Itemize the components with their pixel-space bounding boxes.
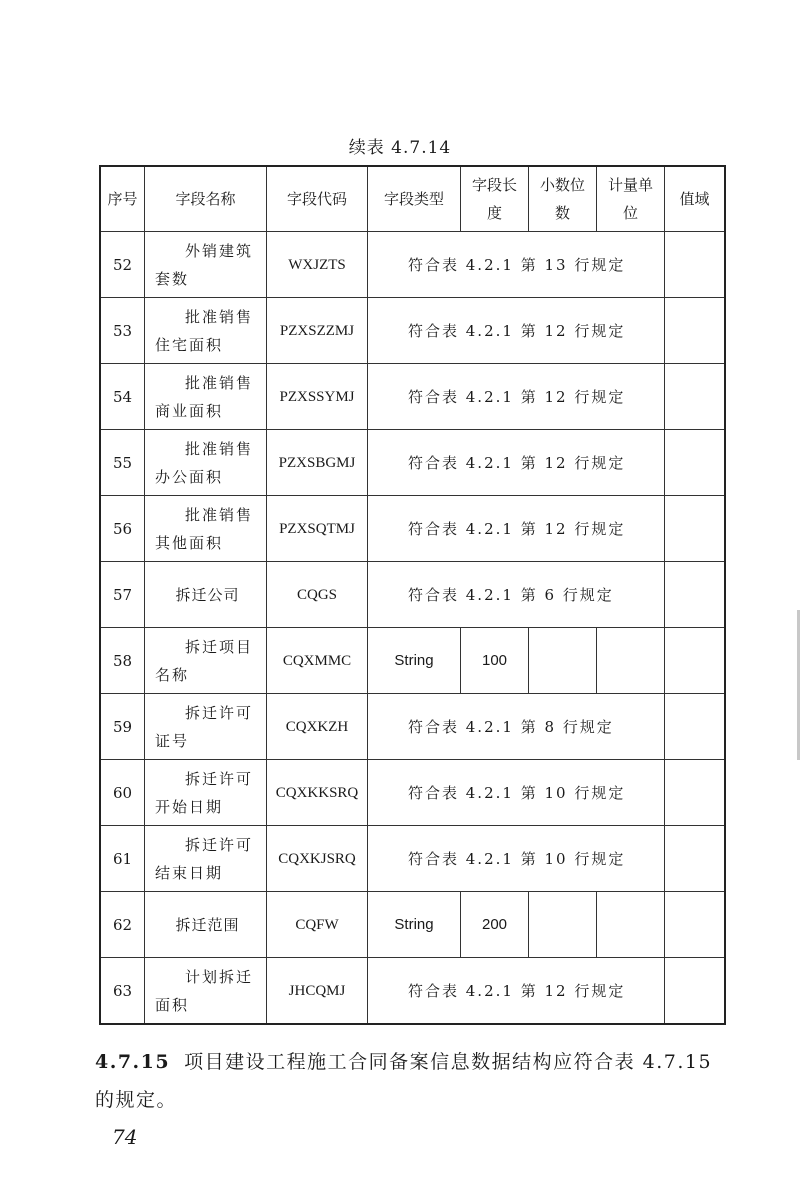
header-type: 字段类型 (368, 166, 461, 232)
field-code: PZXSSYMJ (267, 364, 368, 430)
table-row (100, 958, 725, 1025)
field-name-cell (145, 232, 267, 298)
header-name: 字段名称 (145, 166, 267, 232)
row-number: 62 (100, 892, 145, 958)
table-header-row (100, 166, 725, 232)
field-name-cell (145, 430, 267, 496)
reference-text: 符合表 4.2.1 第 12 行规定 (408, 321, 626, 340)
row-number: 55 (100, 430, 145, 496)
field-code: PZXSZZMJ (267, 298, 368, 364)
table-row (100, 694, 725, 760)
field-code: WXJZTS (267, 232, 368, 298)
field-name: 外销建筑套数 (155, 241, 254, 288)
field-decimals (529, 628, 597, 694)
field-code: PZXSQTMJ (267, 496, 368, 562)
field-type: String (368, 892, 461, 958)
field-name: 拆迁许可结束日期 (155, 835, 254, 882)
reference-text: 符合表 4.2.1 第 12 行规定 (408, 453, 626, 472)
row-number: 63 (100, 958, 145, 1025)
row-number: 61 (100, 826, 145, 892)
header-no: 序号 (100, 166, 145, 232)
reference-text: 符合表 4.2.1 第 8 行规定 (408, 717, 614, 736)
field-name: 批准销售商业面积 (155, 373, 254, 420)
field-code: CQXMMC (267, 628, 368, 694)
field-decimals (529, 892, 597, 958)
reference-text: 符合表 4.2.1 第 12 行规定 (408, 981, 626, 1000)
row-number: 56 (100, 496, 145, 562)
table-row (100, 496, 725, 562)
header-decimals: 小数位数 (529, 166, 597, 232)
field-name-cell (145, 298, 267, 364)
header-unit: 计量单位 (597, 166, 665, 232)
field-type: String (368, 628, 461, 694)
merged-reference-cell (368, 364, 665, 430)
table-row (100, 562, 725, 628)
field-length: 100 (461, 628, 529, 694)
field-range (665, 562, 726, 628)
table-row (100, 364, 725, 430)
header-code: 字段代码 (267, 166, 368, 232)
field-name-cell (145, 760, 267, 826)
field-range (665, 694, 726, 760)
field-range (665, 628, 726, 694)
field-name-cell (145, 496, 267, 562)
merged-reference-cell (368, 232, 665, 298)
field-name: 拆迁许可证号 (155, 703, 254, 750)
row-number: 52 (100, 232, 145, 298)
table-row (100, 232, 725, 298)
reference-text: 符合表 4.2.1 第 10 行规定 (408, 783, 626, 802)
merged-reference-cell (368, 760, 665, 826)
field-unit (597, 628, 665, 694)
section-text: 项目建设工程施工合同备案信息数据结构应符合表 4.7.15 的规定。 (95, 1051, 713, 1111)
field-code: CQXKZH (267, 694, 368, 760)
field-code: PZXSBGMJ (267, 430, 368, 496)
field-range (665, 958, 726, 1025)
merged-reference-cell (368, 298, 665, 364)
merged-reference-cell (368, 958, 665, 1025)
field-name: 批准销售其他面积 (155, 505, 254, 552)
section-number: 4.7.15 (95, 1051, 171, 1073)
field-code: CQFW (267, 892, 368, 958)
reference-text: 符合表 4.2.1 第 12 行规定 (408, 387, 626, 406)
merged-reference-cell (368, 496, 665, 562)
table-row (100, 298, 725, 364)
header-length: 字段长度 (461, 166, 529, 232)
field-code: CQXKKSRQ (267, 760, 368, 826)
field-name-cell (145, 562, 267, 628)
field-name: 拆迁项目名称 (155, 637, 254, 684)
row-number: 53 (100, 298, 145, 364)
page-number: 74 (112, 1125, 138, 1149)
field-range (665, 430, 726, 496)
field-range (665, 826, 726, 892)
section-paragraph (95, 1043, 725, 1119)
field-range (665, 496, 726, 562)
merged-reference-cell (368, 430, 665, 496)
table-row (100, 892, 725, 958)
row-number: 58 (100, 628, 145, 694)
field-name: 拆迁许可开始日期 (155, 769, 254, 816)
reference-text: 符合表 4.2.1 第 13 行规定 (408, 255, 626, 274)
field-code: CQXKJSRQ (267, 826, 368, 892)
table-row (100, 760, 725, 826)
field-name-cell (145, 892, 267, 958)
field-name: 批准销售办公面积 (155, 439, 254, 486)
field-name: 拆迁公司 (175, 585, 240, 604)
field-length: 200 (461, 892, 529, 958)
reference-text: 符合表 4.2.1 第 10 行规定 (408, 849, 626, 868)
table-body (100, 232, 725, 1025)
row-number: 59 (100, 694, 145, 760)
row-number: 60 (100, 760, 145, 826)
table-row (100, 628, 725, 694)
row-number: 57 (100, 562, 145, 628)
table-row (100, 826, 725, 892)
field-range (665, 760, 726, 826)
field-range (665, 298, 726, 364)
field-spec-table (99, 165, 726, 1025)
table-row (100, 430, 725, 496)
reference-text: 符合表 4.2.1 第 6 行规定 (408, 585, 614, 604)
field-name-cell (145, 694, 267, 760)
field-name-cell (145, 364, 267, 430)
field-name: 拆迁范围 (175, 915, 240, 934)
field-name-cell (145, 826, 267, 892)
merged-reference-cell (368, 562, 665, 628)
merged-reference-cell (368, 826, 665, 892)
field-range (665, 892, 726, 958)
merged-reference-cell (368, 694, 665, 760)
field-name-cell (145, 958, 267, 1025)
field-unit (597, 892, 665, 958)
field-name: 计划拆迁面积 (155, 967, 254, 1014)
field-code: CQGS (267, 562, 368, 628)
field-range (665, 232, 726, 298)
field-name: 批准销售住宅面积 (155, 307, 254, 354)
row-number: 54 (100, 364, 145, 430)
field-range (665, 364, 726, 430)
reference-text: 符合表 4.2.1 第 12 行规定 (408, 519, 626, 538)
table-caption: 续表 4.7.14 (348, 138, 452, 158)
field-name-cell (145, 628, 267, 694)
field-code: JHCQMJ (267, 958, 368, 1025)
header-range: 值域 (665, 166, 726, 232)
